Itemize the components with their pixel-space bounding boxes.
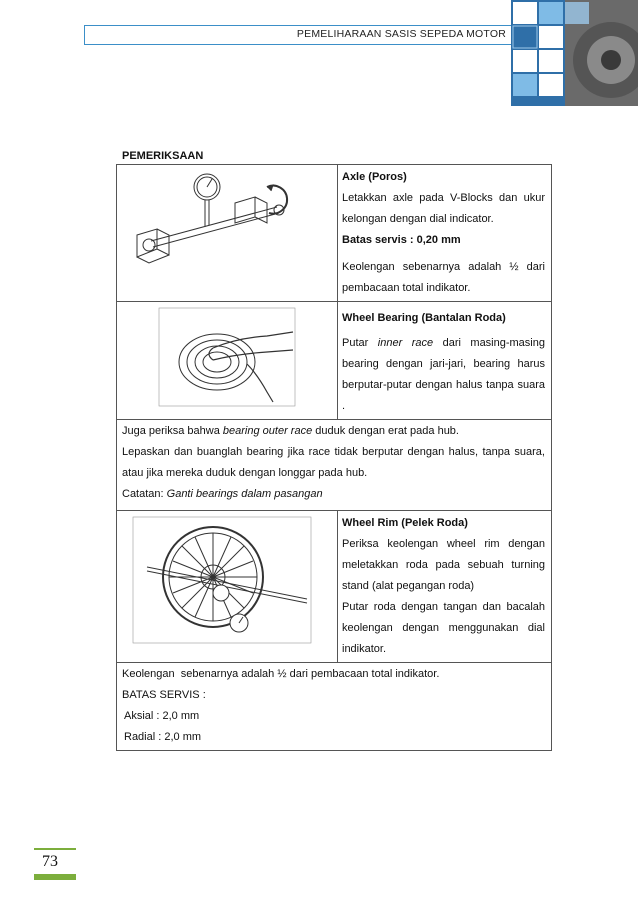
rim-text-cell — [338, 511, 552, 663]
bearing-note-line1-pre: Juga periksa bahwa — [122, 425, 223, 437]
image-cell — [117, 302, 338, 420]
rim-note-line1: Keolengan sebenarnya adalah ½ dari pembacaan total indikator. — [122, 668, 440, 680]
table-row — [117, 420, 552, 511]
table-row — [117, 663, 552, 751]
header-title: PEMELIHARAAN SASIS SEPEDA MOTOR — [296, 28, 506, 40]
inspection-table — [116, 164, 552, 751]
axle-instruction: Letakkan axle pada V-Blocks dan ukur kelongan dengan dial indicator. — [342, 192, 545, 225]
wheel-rim-stand-icon — [117, 511, 337, 651]
page-number-bar — [34, 874, 76, 880]
bearing-instruction-pre: Putar — [342, 337, 378, 349]
bearing-note-line3-italic: Ganti bearings dalam pasangan — [166, 488, 323, 500]
bearing-note-line2: Lepaskan dan buanglah bearing jika race tidak berputar dengan halus, tanpa suara, atau jika mereka duduk dengan longgar pada hub. — [122, 446, 545, 479]
rim-notes-cell — [117, 663, 552, 751]
table-row — [117, 302, 552, 420]
rim-limit-radial: Radial : 2,0 mm — [124, 731, 202, 743]
bearing-notes-cell — [117, 420, 552, 511]
bearing-instruction — [342, 333, 545, 417]
bearing-note-line1-post: duduk dengan erat pada hub. — [312, 425, 459, 437]
image-cell — [117, 165, 338, 302]
table-row — [117, 165, 552, 302]
wheel-bearing-finger-icon — [117, 302, 337, 410]
rim-limit-axial: Aksial : 2,0 mm — [124, 710, 200, 722]
table-row — [117, 511, 552, 663]
bearing-title: Wheel Bearing (Bantalan Roda) — [342, 312, 506, 324]
rim-instruction-1: Periksa keolengan wheel rim dengan meletakkan roda pada sebuah turning stand (alat pegangan roda) — [342, 538, 545, 592]
axle-service-limit: Batas servis : 0,20 mm — [342, 234, 461, 246]
bearing-note-line3-pre: Catatan: — [122, 488, 167, 500]
axle-title: Axle (Poros) — [342, 171, 407, 183]
axle-dial-indicator-icon — [117, 165, 337, 273]
page-number: 73 — [42, 853, 58, 870]
axle-note: Keolengan sebenarnya adalah ½ dari pembacaan total indikator. — [342, 261, 545, 294]
bearing-inner-race: inner race — [377, 337, 434, 349]
bearing-instruction-post: dari masing-masing bearing dengan jari-jari, bearing harus berputar-putar dengan halus tanpa suara . — [342, 337, 545, 412]
axle-text-cell — [338, 165, 552, 302]
rim-instruction-2: Putar roda dengan tangan dan bacalah keolengan dengan menggunakan dial indikator. — [342, 601, 545, 655]
rim-note-line2: BATAS SERVIS : — [122, 689, 206, 701]
bearing-outer-race: bearing outer race — [222, 425, 313, 437]
bearing-text-cell — [338, 302, 552, 420]
bearing-note-line1 — [122, 421, 545, 442]
image-cell — [117, 511, 338, 663]
section-title: PEMERIKSAAN — [122, 150, 204, 162]
header-decoration — [511, 0, 638, 106]
bearing-note-line3 — [122, 484, 545, 505]
rim-title: Wheel Rim (Pelek Roda) — [342, 517, 468, 529]
page-number-rule — [34, 848, 76, 850]
